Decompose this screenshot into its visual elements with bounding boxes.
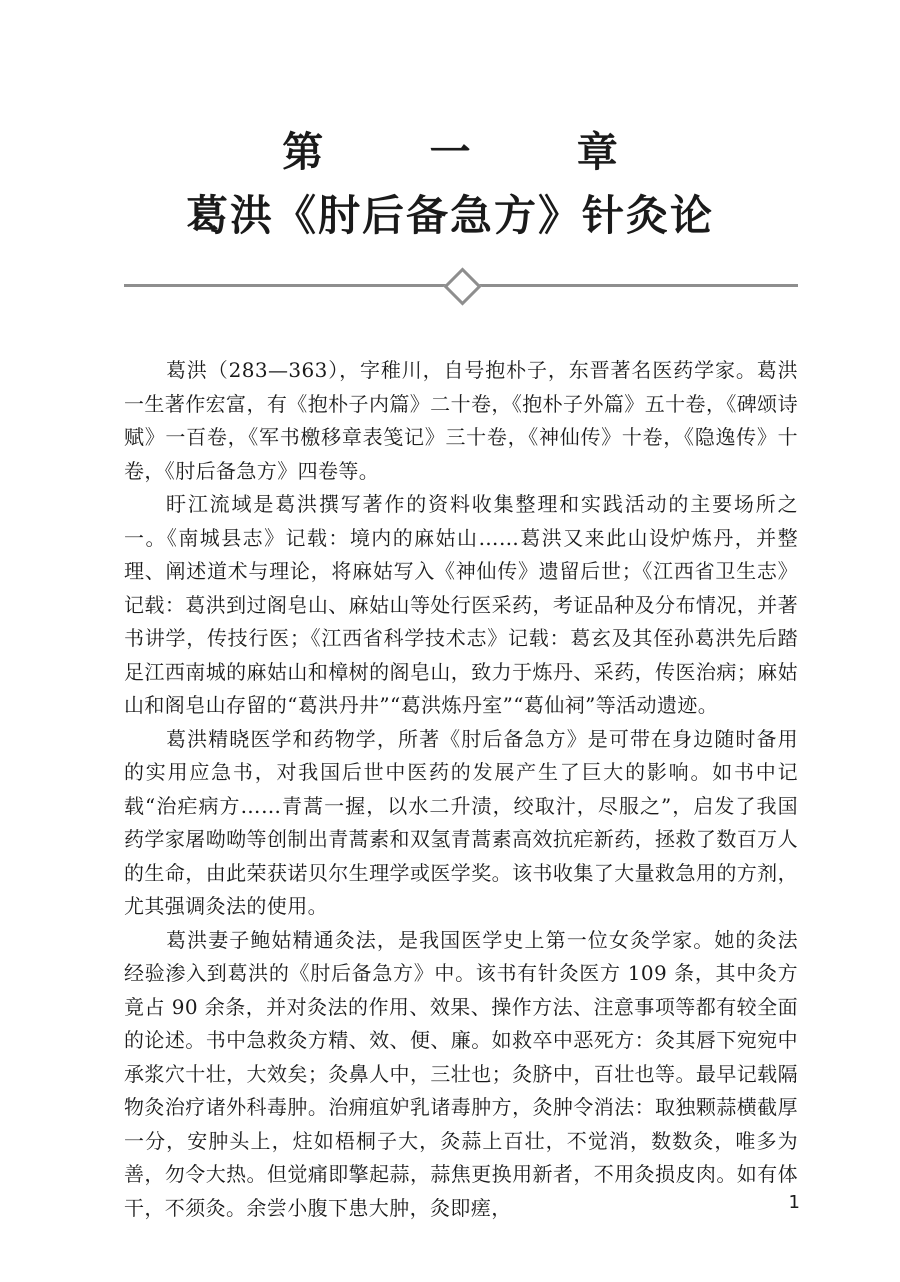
paragraph-3: 葛洪精晓医学和药物学，所著《肘后备急方》是可带在身边随时备用的实用应急书，对我国后世中医药的发展产生了巨大的影响。如书中记载“治疟病方……青蒿一握，以水二升渍，绞取汁，尽服之”，启发了我国药学家屠呦呦等创制出青蒿素和双氢青蒿素高效抗疟新药，拯救了数百万人的生命，由此荣获诺贝尔生理学或医学奖。该书收集了大量救急用的方剂，尤其强调灸法的使用。 bbox=[124, 726, 798, 918]
paragraph-1: 葛洪（283—363），字稚川，自号抱朴子，东晋著名医药学家。葛洪一生著作宏富，有《抱朴子内篇》二十卷，《抱朴子外篇》五十卷，《碑颂诗赋》一百卷，《军书檄移章表笺记》三十卷，《神仙传》十卷，《隐逸传》十卷，《肘后备急方》四卷等。 bbox=[124, 358, 798, 483]
page-number: 1 bbox=[788, 1192, 800, 1213]
ornamental-divider bbox=[124, 268, 798, 302]
diamond-ornament-icon bbox=[443, 267, 481, 305]
chapter-number: 第 一 章 bbox=[282, 128, 664, 176]
paragraph-2: 盱江流域是葛洪撰写著作的资料收集整理和实践活动的主要场所之一。《南城县志》记载：境内的麻姑山……葛洪又来此山设炉炼丹，并整理、阐述道术与理论，将麻姑写入《神仙传》遗留后世；《江西省卫生志》记载：葛洪到过阁皂山、麻姑山等处行医采药，考证品种及分布情况，并著书讲学，传技行医；《江西省科学技术志》记载：葛玄及其侄孙葛洪先后踏足江西南城的麻姑山和樟树的阁皂山，致力于炼丹、采药，传医治病；麻姑山和阁皂山存留的“葛洪丹井”“葛洪炼丹室”“葛仙祠”等活动遗迹。 bbox=[124, 492, 798, 717]
paragraph-4: 葛洪妻子鲍姑精通灸法，是我国医学史上第一位女灸学家。她的灸法经验渗入到葛洪的《肘后备急方》中。该书有针灸医方 109 条，其中灸方竟占 90 余条，并对灸法的作用、效果、操作方法、注意事项等都有较全面的论述。书中急救灸方精、效、便、廉。如救卒中恶死方：灸其唇下宛宛中承浆穴十壮，大效矣；灸鼻人中，三壮也；灸脐中，百壮也等。最早记载隔物灸治疗诸外科毒肿。治痈疽妒乳诸毒肿方，灸肿令消法：取独颗蒜横截厚一分，安肿头上，炷如梧桐子大，灸蒜上百壮，不觉消，数数灸，唯多为善，勿令大热。但觉痛即擎起蒜，蒜焦更换用新者，不用灸损皮肉。如有体干，不须灸。余尝小腹下患大肿，灸即瘥， bbox=[124, 927, 798, 1220]
body-text bbox=[124, 354, 798, 1225]
chapter-title: 葛洪《肘后备急方》针灸论 bbox=[185, 191, 714, 240]
